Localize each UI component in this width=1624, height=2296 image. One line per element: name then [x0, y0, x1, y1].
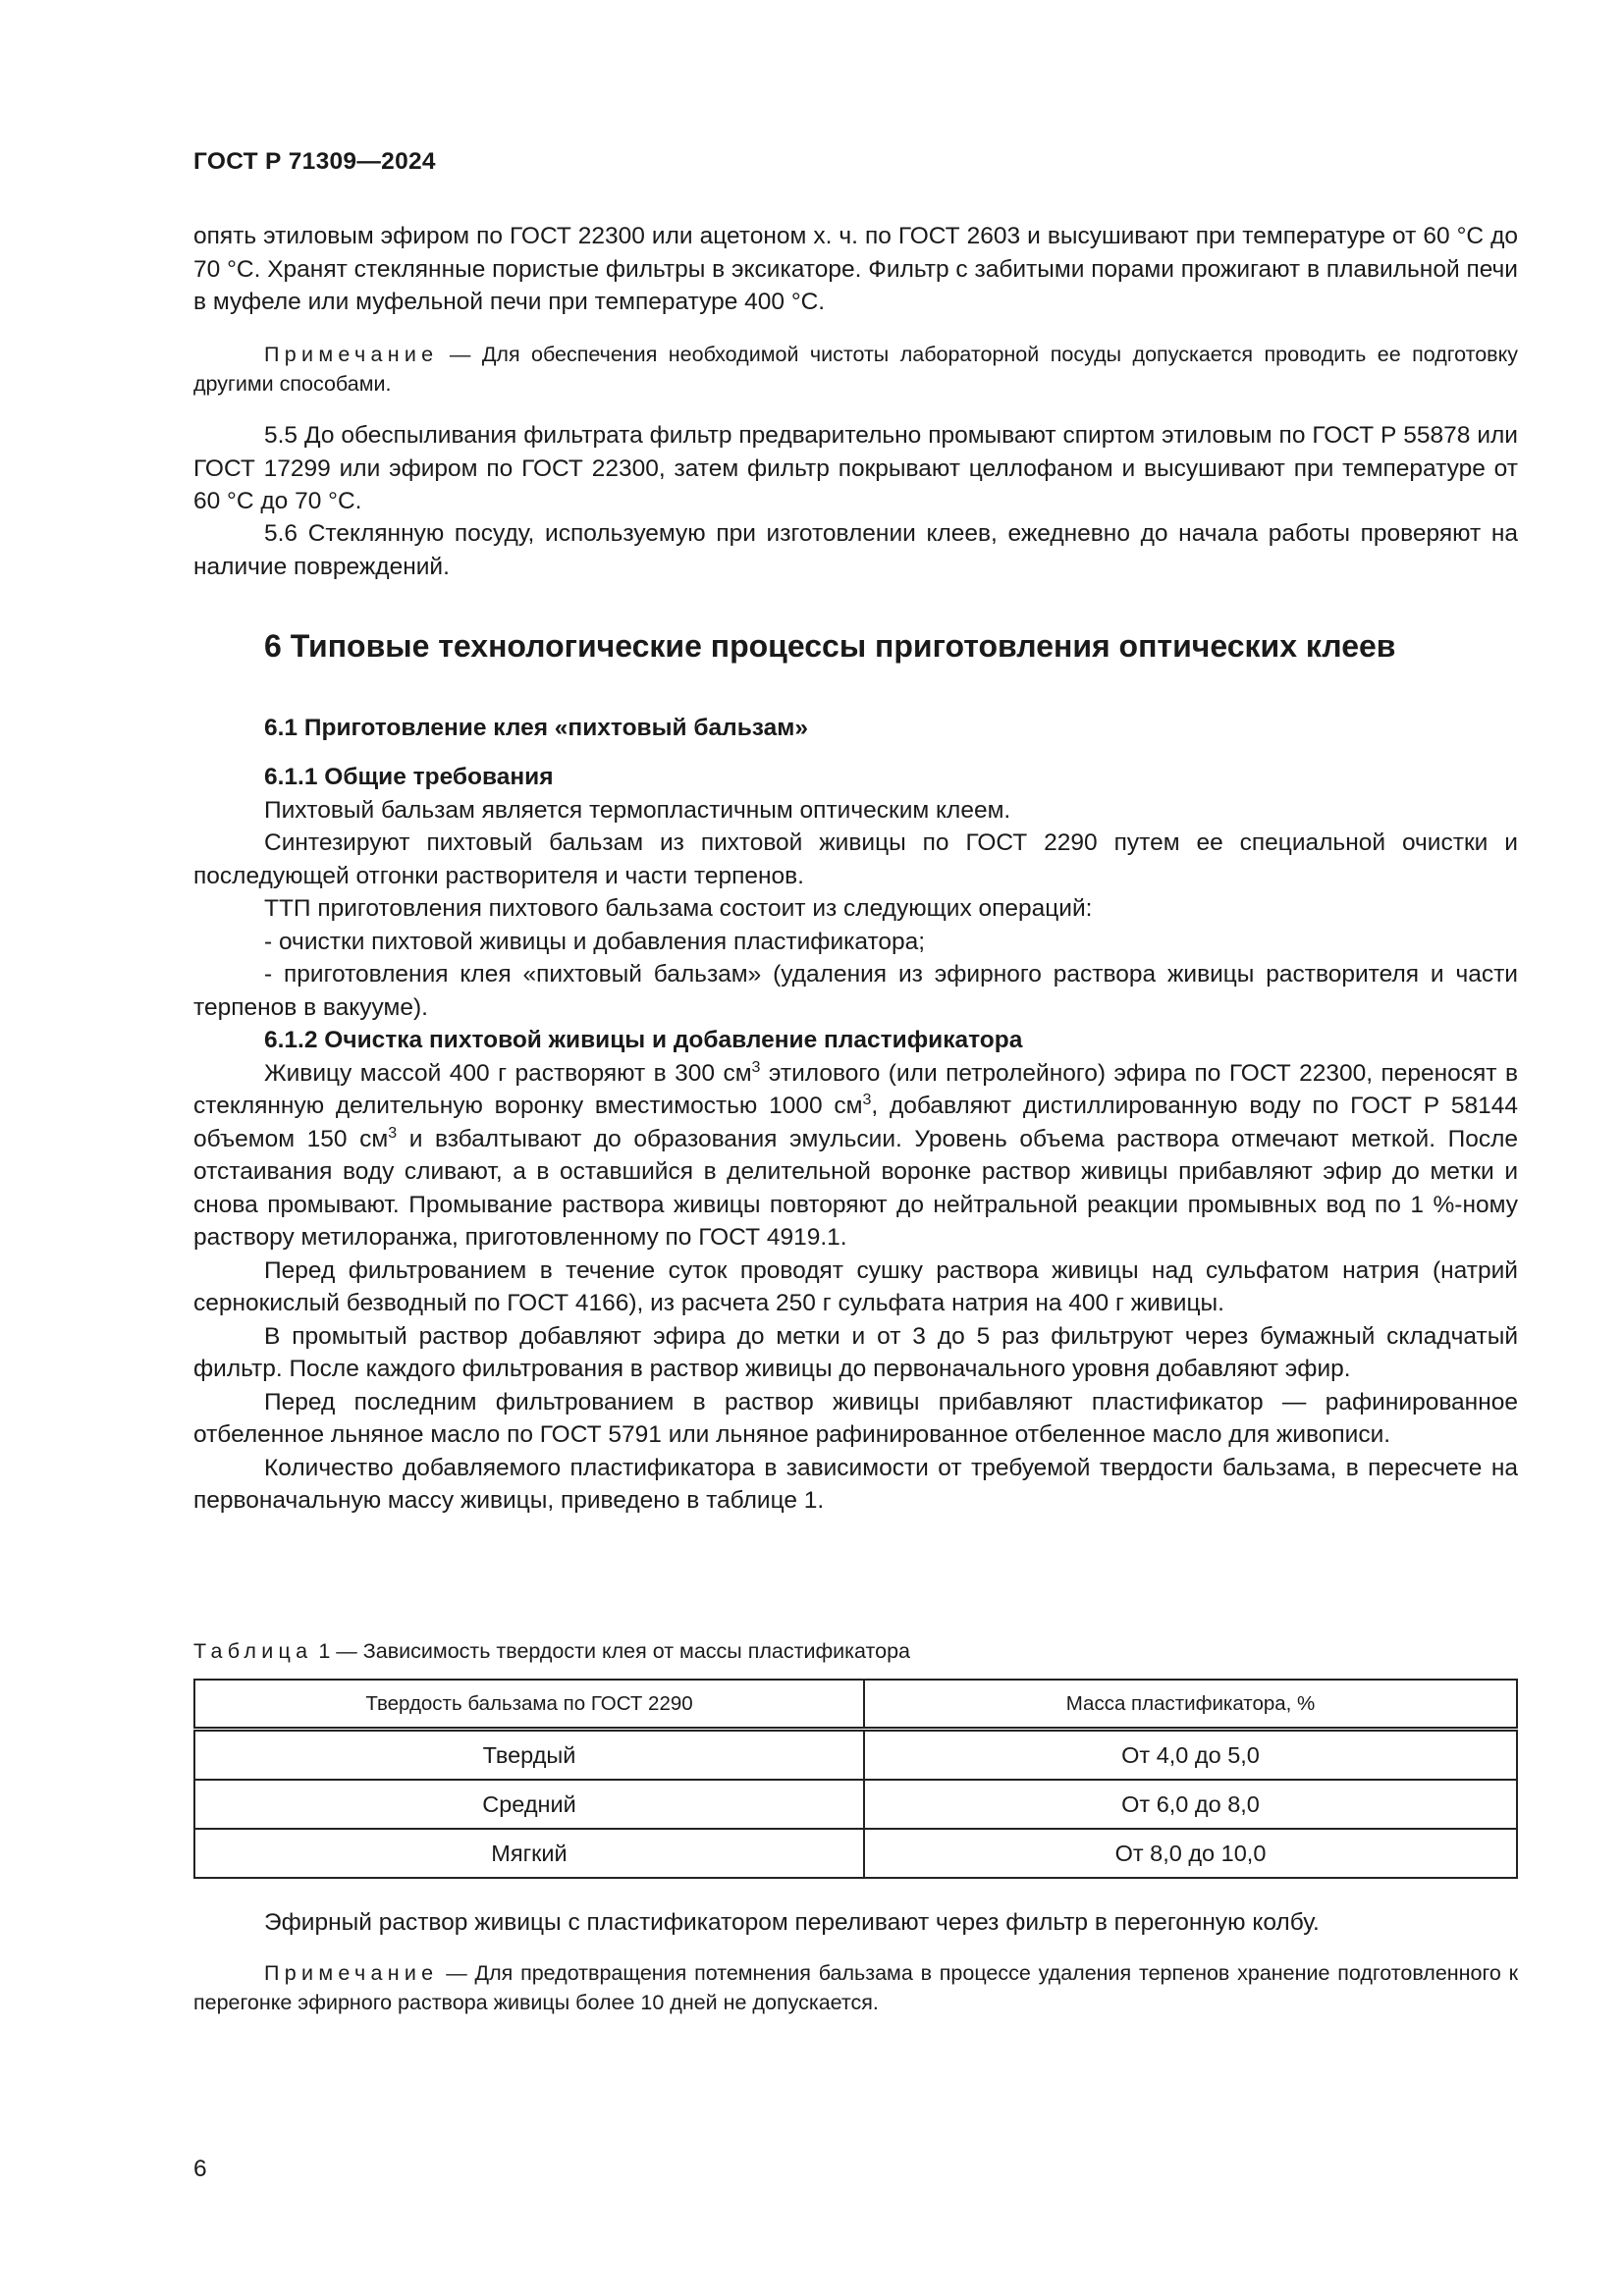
- table-header-mass: Масса пластификатора, %: [864, 1680, 1517, 1730]
- table-cell: От 4,0 до 5,0: [864, 1730, 1517, 1781]
- table-1-caption: Таблица 1 — Зависимость твердости клея от массы пластификатора: [193, 1639, 910, 1663]
- paragraph-filters: опять этиловым эфиром по ГОСТ 22300 или ацетоном х. ч. по ГОСТ 2603 и высушивают при температуре от 60 °С до 70 °С. Хранят стеклянные пористые фильтры в эксикаторе. Фильтр с забитыми порами прожигают в плавильной печи в муфеле или муфельной печи при температуре 400 °С.: [193, 223, 1518, 315]
- table-header-hardness: Твердость бальзама по ГОСТ 2290: [194, 1680, 864, 1730]
- table-row: [194, 1829, 1517, 1878]
- table-header-row: [194, 1680, 1517, 1730]
- table-cell: От 6,0 до 8,0: [864, 1780, 1517, 1829]
- table-1: [193, 1679, 1518, 1879]
- section-6-1-2-heading: 6.1.2 Очистка пихтовой живицы и добавление пластификатора: [264, 1027, 1023, 1053]
- paragraph-5-5: 5.5 До обеспыливания фильтрата фильтр предварительно промывают спиртом этиловым по ГОСТ Р 55878 или ГОСТ 17299 или эфиром по ГОСТ 22300, затем фильтр покрывают целлофаном и высушивают при температуре от 60 °С до 70 °С.: [193, 422, 1518, 514]
- note-label: Примечание: [264, 1961, 439, 1985]
- page-number: 6: [193, 2156, 207, 2182]
- document-header: ГОСТ Р 71309—2024: [193, 148, 436, 175]
- paragraph-resin-dissolve: Живицу массой 400 г растворяют в 300 $см^3$ этилового (или петролейного) эфира по ГОСТ 22300, переносят в стеклянную делительную воронку вместимостью 1000 $см^3$, добавляют дистиллированную воду по ГОСТ Р 58144 объемом 150 $см^3$ и взбалтывают до образования эмульсии. Уровень объема раствора отмечают меткой. После отстаивания воду сливают, а в оставшийся в делительной воронке раствор живицы прибавляют эфир до метки и снова промывают. Промывание раствора живицы повторяют до нейтральной реакции промывных вод по 1 %-ному раствору метилоранжа, приготовленному по ГОСТ 4919.1.: [193, 1058, 1518, 1251]
- section-6-1-1-heading: 6.1.1 Общие требования: [264, 764, 554, 790]
- table-row: [194, 1730, 1517, 1781]
- paragraph-transfer: Эфирный раствор живицы с пластификатором переливают через фильтр в перегонную колбу.: [264, 1909, 1320, 1936]
- table-cell: От 8,0 до 10,0: [864, 1829, 1517, 1878]
- paragraph-5-6: 5.6 Стеклянную посуду, используемую при изготовлении клеев, ежедневно до начала работы проверяют на наличие повреждений.: [193, 520, 1518, 580]
- table-cell: Средний: [194, 1780, 864, 1829]
- table-cell: Твердый: [194, 1730, 864, 1781]
- section-6-heading: 6 Типовые технологические процессы приготовления оптических клеев: [264, 628, 1396, 664]
- section-6-1-heading: 6.1 Приготовление клея «пихтовый бальзам»: [264, 715, 809, 741]
- table-row: [194, 1780, 1517, 1829]
- table-cell: Мягкий: [194, 1829, 864, 1878]
- note-label: Примечание: [264, 343, 439, 366]
- note-glassware: Примечание — Для обеспечения необходимой чистоты лабораторной посуды допускается проводить ее подготовку другими способами.: [193, 343, 1518, 396]
- section-6-1-1-block: 6.1.1 Общие требования Пихтовый бальзам является термопластичным оптическим клеем. Синтезируют пихтовый бальзам из пихтовой живицы по ГОСТ 2290 путем ее специальной очистки и последующей отгонки растворителя и части терпенов. ТТП приготовления пихтового бальзама состоит из следующих операций: - очистки пихтовой живицы и добавления пластификатора; - приготовления клея «пихтовый бальзам» (удаления из эфирного раствора живицы растворителя и части терпенов в вакууме). 6.1.2 Очистка пихтовой живицы и добавление пластификатора Живицу массой 400 г растворяют в 300 $см^3$ этилового (или петролейного) эфира по ГОСТ 22300, переносят в стеклянную делительную воронку вместимостью 1000 $см^3$, добавляют дистиллированную воду по ГОСТ Р 58144 объемом 150 $см^3$ и взбалтывают до образования эмульсии. Уровень объема раствора отмечают меткой. После отстаивания воду сливают, а в оставшийся в делительной воронке раствор живицы прибавляют эфир до метки и снова промывают. Промывание раствора живицы повторяют до нейтральной реакции промывных вод по 1 %-ному раствору метилоранжа, приготовленному по ГОСТ 4919.1. Перед фильтрованием в течение суток проводят сушку раствора живицы над сульфатом натрия (натрий сернокислый безводный по ГОСТ 4166), из расчета 250 г сульфата натрия на 400 г живицы. В промытый раствор добавляют эфира до метки и от 3 до 5 раз фильтруют через бумажный складчатый фильтр. После каждого фильтрования в раствор живицы до первоначального уровня добавляют эфир. Перед последним фильтрованием в раствор живицы прибавляют пластификатор — рафинированное отбеленное льняное масло по ГОСТ 5791 или льняное рафинированное отбеленное масло для живописи. Количество добавляемого пластификатора в зависимости от требуемой твердости бальзама, в пересчете на первоначальную массу живицы, приведено в таблице 1.: [193, 761, 1518, 1518]
- note-storage: Примечание — Для предотвращения потемнения бальзама в процессе удаления терпенов хранение подготовленного к перегонке эфирного раствора живицы более 10 дней не допускается.: [193, 1961, 1518, 2014]
